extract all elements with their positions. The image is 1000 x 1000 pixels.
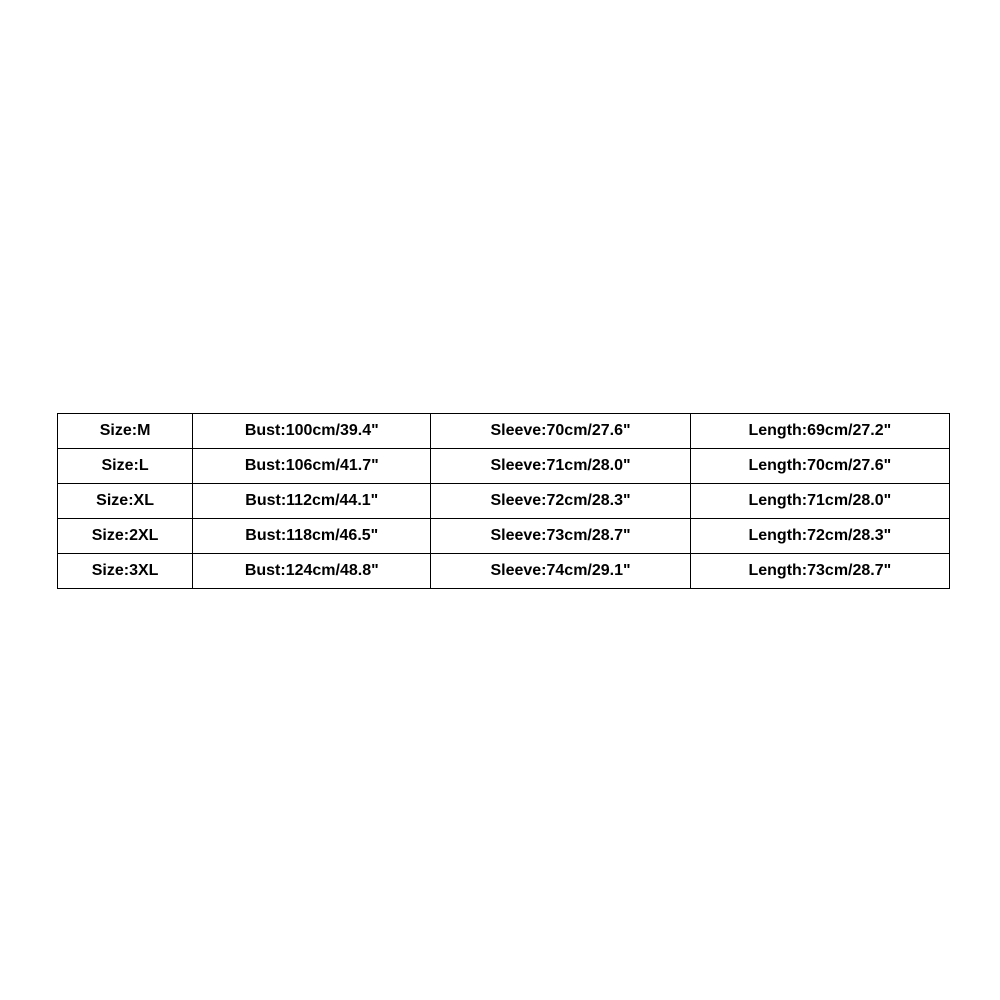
size-chart-body xyxy=(58,414,950,589)
size-chart-table xyxy=(57,413,950,589)
bust-cell: Bust:124cm/48.8" xyxy=(193,554,431,589)
sleeve-cell: Sleeve:73cm/28.7" xyxy=(431,519,690,554)
table-row xyxy=(58,449,950,484)
length-cell: Length:70cm/27.6" xyxy=(690,449,949,484)
table-row xyxy=(58,484,950,519)
table-row xyxy=(58,414,950,449)
bust-cell: Bust:100cm/39.4" xyxy=(193,414,431,449)
length-cell: Length:72cm/28.3" xyxy=(690,519,949,554)
bust-cell: Bust:112cm/44.1" xyxy=(193,484,431,519)
sleeve-cell: Sleeve:72cm/28.3" xyxy=(431,484,690,519)
length-cell: Length:69cm/27.2" xyxy=(690,414,949,449)
sleeve-cell: Sleeve:71cm/28.0" xyxy=(431,449,690,484)
size-cell: Size:L xyxy=(58,449,193,484)
bust-cell: Bust:118cm/46.5" xyxy=(193,519,431,554)
length-cell: Length:73cm/28.7" xyxy=(690,554,949,589)
size-cell: Size:3XL xyxy=(58,554,193,589)
sleeve-cell: Sleeve:70cm/27.6" xyxy=(431,414,690,449)
table-row xyxy=(58,554,950,589)
size-cell: Size:2XL xyxy=(58,519,193,554)
size-cell: Size:M xyxy=(58,414,193,449)
bust-cell: Bust:106cm/41.7" xyxy=(193,449,431,484)
sleeve-cell: Sleeve:74cm/29.1" xyxy=(431,554,690,589)
table-row xyxy=(58,519,950,554)
length-cell: Length:71cm/28.0" xyxy=(690,484,949,519)
size-cell: Size:XL xyxy=(58,484,193,519)
